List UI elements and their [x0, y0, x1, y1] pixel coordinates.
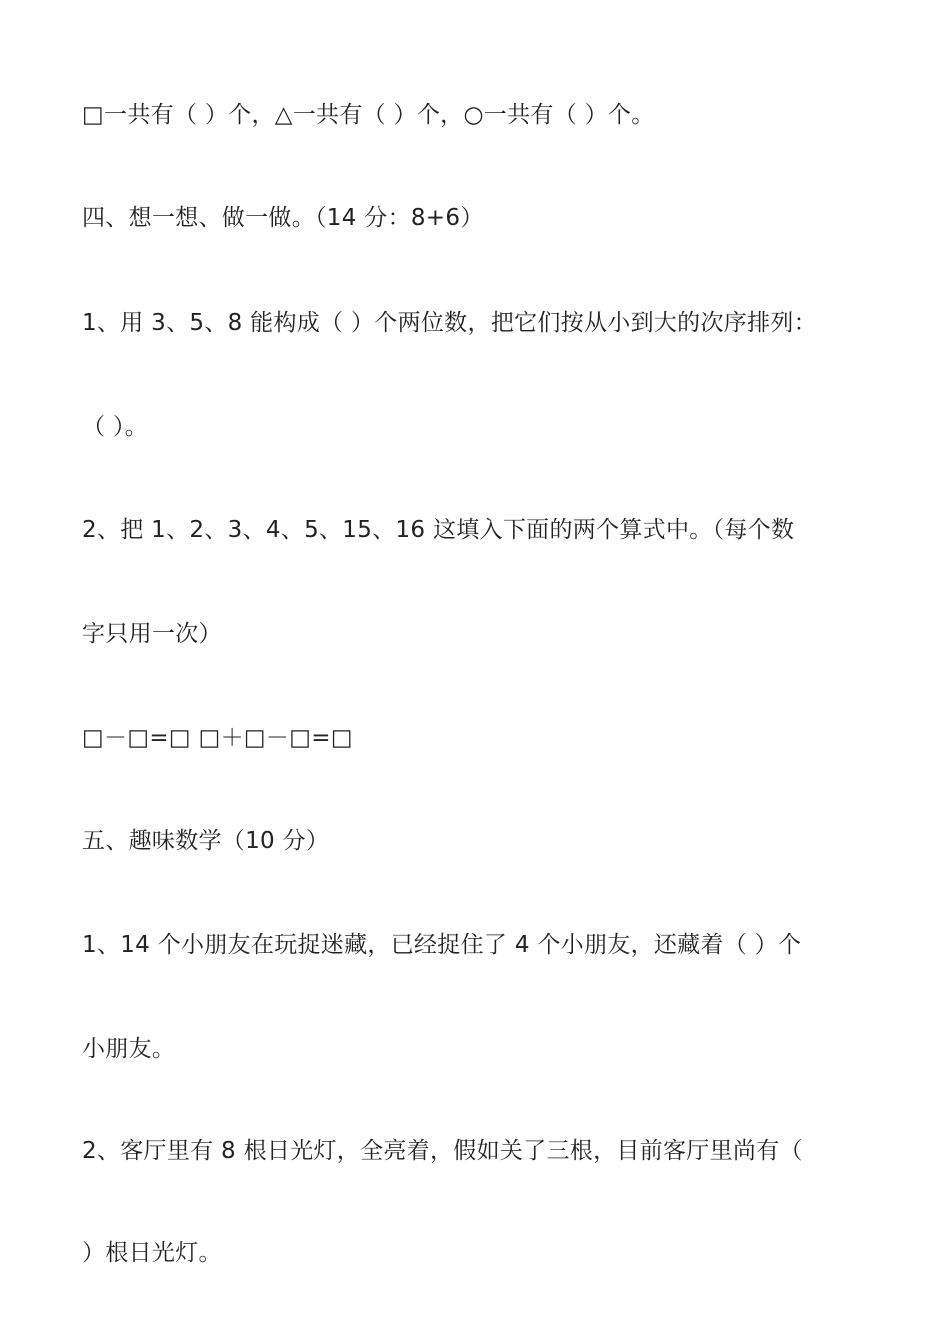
question-5-1-line-1: 1、14 个小朋友在玩捉迷藏，已经捉住了 4 个小朋友，还藏着（ ）个	[82, 932, 802, 958]
question-4-1-line-1: 1、用 3、5、8 能构成（ ）个两位数，把它们按从小到大的次序排列：	[82, 310, 817, 336]
section-four-heading: 四、想一想、做一做。（14 分：8+6）	[82, 205, 484, 231]
equation-blanks-line: □－□=□ □＋□－□=□	[82, 725, 353, 751]
question-4-1-line-2: （ ）。	[82, 414, 149, 440]
question-5-1-line-2: 小朋友。	[82, 1036, 176, 1062]
question-4-2-line-1: 2、把 1、2、3、4、5、15、16 这填入下面的两个算式中。（每个数	[82, 517, 795, 543]
question-4-2-line-2: 字只用一次）	[82, 621, 222, 647]
shape-count-line: □一共有（ ）个，△一共有（ ）个，○一共有（ ）个。	[82, 102, 655, 128]
question-5-2-line-1: 2、客厅里有 8 根日光灯，全亮着，假如关了三根，目前客厅里尚有（	[82, 1138, 803, 1164]
question-5-2-line-2: ）根日光灯。	[82, 1240, 222, 1266]
section-five-heading: 五、趣味数学（10 分）	[82, 828, 330, 854]
